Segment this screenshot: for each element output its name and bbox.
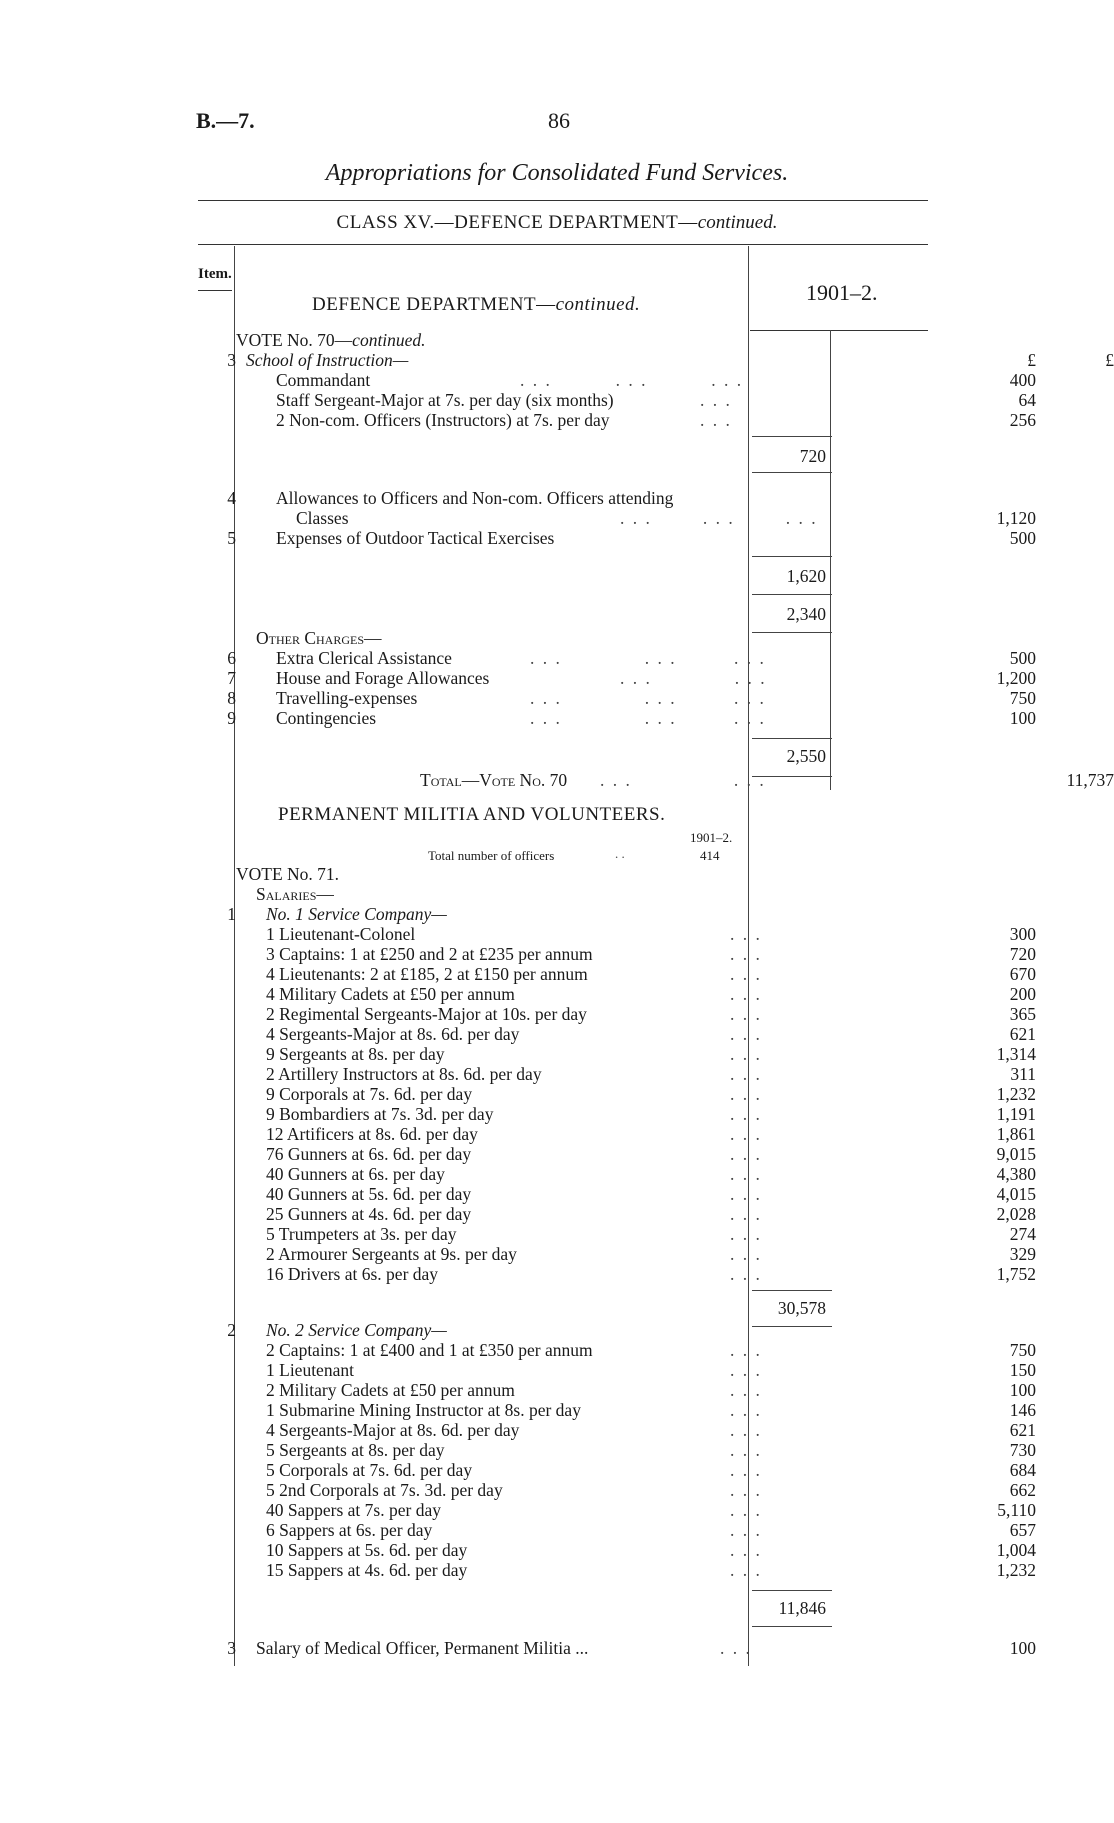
subtotal-rule (752, 472, 832, 473)
line-description: 25 Gunners at 4s. 6d. per day (266, 1204, 472, 1224)
company1-subtotal: 30,578 (777, 1298, 826, 1318)
item-header-rule (198, 290, 232, 291)
line-description: 2 Non-com. Officers (Instructors) at 7s. per day (276, 410, 610, 430)
dot-leader: . . . (730, 1144, 762, 1164)
subtotal-rule (752, 556, 832, 557)
table-row (210, 1084, 1036, 1104)
line-description: 6 Sappers at 6s. per day (266, 1520, 433, 1540)
dot-leader: . . . . . . . . . (530, 708, 766, 728)
line-description: 9 Corporals at 7s. 6d. per day (266, 1084, 473, 1104)
dot-leader: . . . . . . . . . (620, 508, 818, 528)
table-row (210, 1380, 1036, 1400)
officers-count: 414 (700, 848, 720, 863)
dot-leader: . . . (730, 1500, 762, 1520)
school-row-0 (210, 370, 1036, 390)
dot-leader: . . . (720, 1638, 752, 1658)
vote70-total: 11,737 (1066, 770, 1114, 790)
item-number: 5 (227, 528, 236, 548)
line-description: 1 Lieutenant (266, 1360, 354, 1380)
line-amount: 621 (1009, 1024, 1036, 1044)
dot-leader: . . . (730, 1440, 762, 1460)
table-row (210, 1460, 1036, 1480)
officers-year: 1901–2. (690, 830, 733, 845)
table-row (210, 1560, 1036, 1580)
outdoor-row (210, 528, 1036, 548)
school-row-1 (210, 390, 1036, 410)
dot-leader: . . . . . . . . . (530, 648, 766, 668)
table-row (210, 1244, 1036, 1264)
dot-leader: . . . (730, 1204, 762, 1224)
vote71-title: VOTE No. 71. (236, 864, 340, 884)
dot-leader: . . . . . . . . . (530, 688, 766, 708)
line-amount: 1,004 (996, 1540, 1036, 1560)
dot-leader: . . . (730, 944, 762, 964)
line-amount: 1,752 (996, 1264, 1036, 1284)
table-row (210, 1004, 1036, 1024)
dot-leader: . . . (730, 1184, 762, 1204)
subtotal-rule (752, 1290, 832, 1291)
table-row (210, 944, 1036, 964)
other-charges-subtotal: 2,550 (786, 746, 826, 766)
line-description: 5 Trumpeters at 3s. per day (266, 1224, 457, 1244)
line-description: 16 Drivers at 6s. per day (266, 1264, 439, 1284)
salaries-label: Salaries— (256, 884, 334, 904)
line-description: 2 Artillery Instructors at 8s. 6d. per day (266, 1064, 542, 1084)
allowances-row (210, 488, 930, 508)
year-column-header: 1901–2. (806, 280, 878, 305)
line-description: Extra Clerical Assistance (276, 648, 452, 668)
line-description: 76 Gunners at 6s. 6d. per day (266, 1144, 472, 1164)
subtotal-rule (752, 738, 832, 739)
company1-label: No. 1 Service Company— (266, 904, 447, 924)
dot-leader: . . . (730, 1044, 762, 1064)
table-row (210, 1124, 1036, 1144)
table-row (210, 1144, 1036, 1164)
dot-leader: . . . (730, 1024, 762, 1044)
other-charges-label: Other Charges— (256, 628, 382, 648)
item-number: 3 (227, 1638, 236, 1658)
other-charges-row-0 (210, 648, 1036, 668)
other-charges-row (210, 628, 930, 648)
line-description: 5 Sergeants at 8s. per day (266, 1440, 445, 1460)
line-description: 4 Lieutenants: 2 at £185, 2 at £150 per annum (266, 964, 588, 984)
line-amount: 662 (1009, 1480, 1036, 1500)
line-amount: 1,232 (996, 1084, 1036, 1104)
line-description: 5 Corporals at 7s. 6d. per day (266, 1460, 473, 1480)
line-amount: 5,110 (997, 1500, 1036, 1520)
line-amount: 9,015 (996, 1144, 1036, 1164)
line-description: 10 Sappers at 5s. 6d. per day (266, 1540, 468, 1560)
subtotal-rule (752, 1590, 832, 1591)
allowances-row-cont (210, 508, 1036, 528)
document-code: B.—7. (196, 108, 255, 133)
item-number: 1 (227, 904, 236, 924)
line-amount: 500 (1009, 648, 1036, 668)
vote70-total-row (210, 770, 1114, 790)
line-description: 1 Submarine Mining Instructor at 8s. per day (266, 1400, 581, 1420)
table-row (210, 1480, 1036, 1500)
school-row-2 (210, 410, 1036, 430)
item-number: 4 (227, 488, 236, 508)
line-description: Travelling-expenses (276, 688, 418, 708)
line-description: 2 Armourer Sergeants at 9s. per day (266, 1244, 517, 1264)
table-row (210, 1044, 1036, 1064)
line-description: 4 Sergeants-Major at 8s. 6d. per day (266, 1024, 520, 1044)
dot-leader: . . . (730, 1400, 762, 1420)
line-description: Salary of Medical Officer, Permanent Militia ... (256, 1638, 589, 1658)
line-amount: 730 (1009, 1440, 1036, 1460)
line-description: 5 2nd Corporals at 7s. 3d. per day (266, 1480, 503, 1500)
dot-leader: . . . (730, 1084, 762, 1104)
table-row (210, 1440, 1036, 1460)
dot-leader: . . . . . . (620, 668, 767, 688)
dot-leader: . . (615, 846, 625, 861)
dot-leader: . . . . . . (600, 770, 766, 790)
line-amount: 500 (1009, 528, 1036, 548)
table-row (210, 1064, 1036, 1084)
item-column-header: Item. (198, 266, 232, 282)
page-title: Appropriations for Consolidated Fund Services. (325, 160, 789, 186)
table-row (210, 1204, 1036, 1224)
item-number: 3 (227, 350, 236, 370)
dot-leader: . . . (730, 1340, 762, 1360)
dot-leader: . . . (730, 1124, 762, 1144)
company2-row (210, 1320, 930, 1340)
table-row (210, 1184, 1036, 1204)
item-number: 8 (227, 688, 236, 708)
line-amount: 684 (1009, 1460, 1036, 1480)
line-description: Commandant (276, 370, 371, 390)
line-amount: 150 (1009, 1360, 1036, 1380)
militia-heading: PERMANENT MILITIA AND VOLUNTEERS. (278, 804, 666, 825)
line-amount: 1,200 (996, 668, 1036, 688)
school-row (210, 350, 1114, 370)
line-description: 40 Sappers at 7s. per day (266, 1500, 441, 1520)
table-row (210, 1540, 1036, 1560)
table-row (210, 984, 1036, 1004)
line-amount: 670 (1009, 964, 1036, 984)
line-amount: 329 (1009, 1244, 1036, 1264)
line-amount: 365 (1009, 1004, 1036, 1024)
line-amount: 1,191 (996, 1104, 1036, 1124)
line-description: Classes (296, 508, 349, 528)
page-number: 86 (548, 108, 570, 133)
line-amount: 657 (1009, 1520, 1036, 1540)
vote70-total-label: Total—Vote No. 70 (420, 770, 568, 790)
table-row (210, 1500, 1036, 1520)
salaries-row (210, 884, 930, 904)
line-amount: 2,028 (996, 1204, 1036, 1224)
item-number: 9 (227, 708, 236, 728)
line-amount: 100 (1009, 1380, 1036, 1400)
line-description: Contingencies (276, 708, 377, 728)
table-row (210, 1420, 1036, 1440)
subtotal-rule (752, 1626, 832, 1627)
line-amount: 400 (1009, 370, 1036, 390)
table-row (210, 924, 1036, 944)
line-amount: 64 (1018, 390, 1036, 410)
vote70-title: VOTE No. 70—continued. (236, 330, 426, 350)
dot-leader: . . . (730, 1104, 762, 1124)
line-amount: 750 (1009, 1340, 1036, 1360)
table-row (210, 1224, 1036, 1244)
item-number: 7 (227, 668, 236, 688)
school-label: School of Instruction— (246, 350, 409, 370)
line-amount: 750 (1009, 688, 1036, 708)
dot-leader: . . . (730, 1164, 762, 1184)
currency-symbol-total: £ (1105, 350, 1114, 370)
company2-subtotal: 11,846 (778, 1598, 826, 1618)
table-row (210, 1264, 1036, 1284)
vote71-title-row (210, 864, 930, 884)
line-description: 4 Sergeants-Major at 8s. 6d. per day (266, 1420, 520, 1440)
line-amount: 1,120 (996, 508, 1036, 528)
line-amount: 4,015 (996, 1184, 1036, 1204)
other-charges-row-2 (210, 688, 1036, 708)
line-amount: 4,380 (996, 1164, 1036, 1184)
dot-leader: . . . (730, 1540, 762, 1560)
subtotal-rule (752, 436, 832, 437)
dot-leader: . . . (730, 1420, 762, 1440)
table-row (210, 1400, 1036, 1420)
table-row (210, 1024, 1036, 1044)
dot-leader: . . . (730, 1004, 762, 1024)
table-row (210, 1104, 1036, 1124)
line-description: 40 Gunners at 5s. 6d. per day (266, 1184, 472, 1204)
dot-leader: . . . (730, 1520, 762, 1540)
line-amount: 621 (1009, 1420, 1036, 1440)
line-amount: 200 (1009, 984, 1036, 1004)
line-amount: 1,861 (996, 1124, 1036, 1144)
other-charges-row-1 (210, 668, 1036, 688)
school-subtotal: 720 (799, 446, 826, 466)
line-amount: 300 (1009, 924, 1036, 944)
company2-label: No. 2 Service Company— (266, 1320, 447, 1340)
dot-leader: . . . . . . . . . (520, 370, 744, 390)
line-description: 1 Lieutenant-Colonel (266, 924, 416, 944)
line-description: 9 Sergeants at 8s. per day (266, 1044, 445, 1064)
dot-leader: . . . (730, 1264, 762, 1284)
line-description: House and Forage Allowances (276, 668, 490, 688)
dot-leader: . . . (730, 1460, 762, 1480)
dot-leader: . . . (730, 1244, 762, 1264)
line-description: 4 Military Cadets at £50 per annum (266, 984, 515, 1004)
table-top-rule (198, 244, 928, 245)
dot-leader: . . . (700, 410, 732, 430)
line-description: 12 Artificers at 8s. 6d. per day (266, 1124, 478, 1144)
subtotal-rule (752, 594, 832, 595)
line-amount: 100 (1009, 708, 1036, 728)
line-description: Expenses of Outdoor Tactical Exercises (276, 528, 555, 548)
company1-row (210, 904, 930, 924)
dot-leader: . . . (730, 924, 762, 944)
dot-leader: . . . (730, 984, 762, 1004)
line-amount: 720 (1009, 944, 1036, 964)
line-amount: 146 (1009, 1400, 1036, 1420)
medical-row (210, 1638, 1036, 1658)
subtotal-2340: 2,340 (786, 604, 826, 624)
line-amount: 100 (1009, 1638, 1036, 1658)
dot-leader: . . . (730, 1380, 762, 1400)
class-heading: CLASS XV.—DEFENCE DEPARTMENT—continued. (336, 212, 778, 233)
subtotal-1620: 1,620 (786, 566, 826, 586)
table-row (210, 1340, 1036, 1360)
line-amount: 1,314 (996, 1044, 1036, 1064)
line-amount: 256 (1009, 410, 1036, 430)
officers-label: Total number of officers (428, 848, 555, 863)
other-charges-row-3 (210, 708, 1036, 728)
line-description: 2 Regimental Sergeants-Major at 10s. per day (266, 1004, 587, 1024)
dot-leader: . . . (730, 1224, 762, 1244)
table-row (210, 964, 1036, 984)
line-description: 9 Bombardiers at 7s. 3d. per day (266, 1104, 494, 1124)
dot-leader: . . . (730, 1560, 762, 1580)
line-description: Allowances to Officers and Non-com. Officers attending (276, 488, 674, 508)
title-rule (198, 200, 928, 201)
item-number: 6 (227, 648, 236, 668)
table-row (210, 1360, 1036, 1380)
line-description: Staff Sergeant-Major at 7s. per day (six months) (276, 390, 614, 410)
dot-leader: . . . (730, 1064, 762, 1084)
table-row (210, 1164, 1036, 1184)
dot-leader: . . . (700, 390, 732, 410)
vote70-title-row (210, 330, 930, 350)
line-description: 2 Captains: 1 at £400 and 1 at £350 per annum (266, 1340, 593, 1360)
section-heading: DEFENCE DEPARTMENT—continued. (312, 294, 641, 315)
line-description: 3 Captains: 1 at £250 and 2 at £235 per annum (266, 944, 593, 964)
line-amount: 274 (1009, 1224, 1036, 1244)
line-amount: 1,232 (996, 1560, 1036, 1580)
line-description: 15 Sappers at 4s. 6d. per day (266, 1560, 468, 1580)
line-description: 40 Gunners at 6s. per day (266, 1164, 445, 1184)
item-number: 2 (227, 1320, 236, 1340)
dot-leader: . . . (730, 1480, 762, 1500)
dot-leader: . . . (730, 964, 762, 984)
line-description: 2 Military Cadets at £50 per annum (266, 1380, 515, 1400)
line-amount: 311 (1010, 1064, 1036, 1084)
dot-leader: . . . (730, 1360, 762, 1380)
table-row (210, 1520, 1036, 1540)
currency-symbol: £ (1027, 350, 1036, 370)
